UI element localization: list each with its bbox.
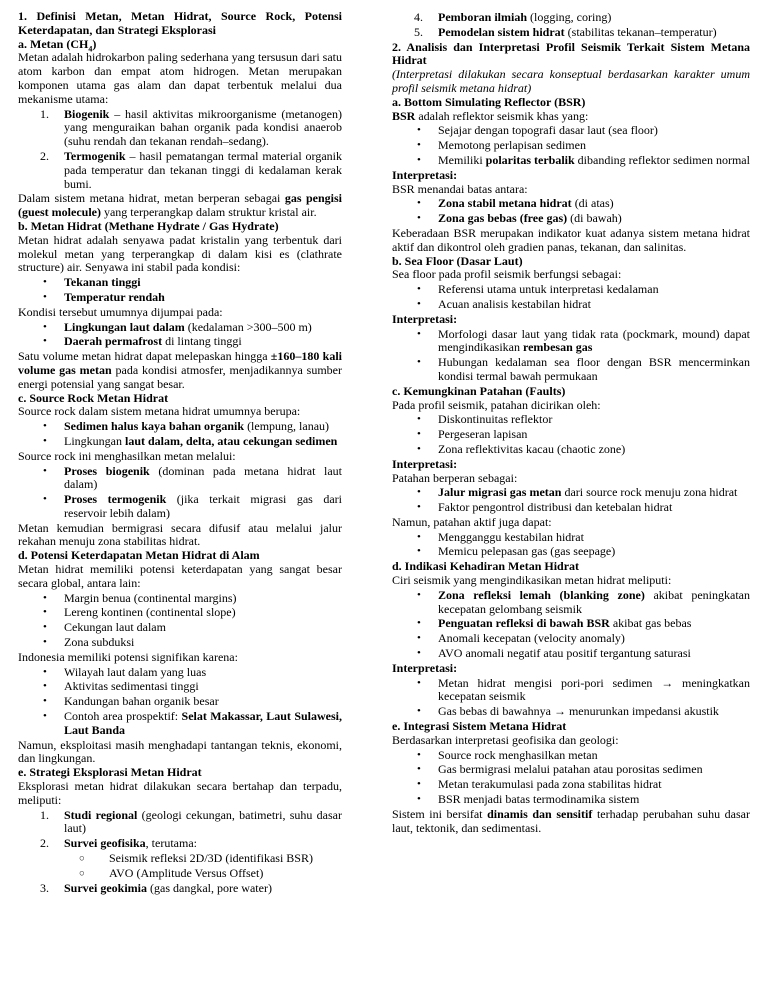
- text-run-group: Diskontinuitas reflektor: [438, 412, 553, 427]
- paragraph: [392, 516, 750, 530]
- list-marker: •: [43, 606, 47, 619]
- bullet-item: [392, 545, 750, 559]
- bullet-item: [18, 680, 342, 694]
- list-marker: 1.: [40, 807, 49, 822]
- paragraph: [18, 350, 342, 391]
- text-run-group: Seismik refleksi 2D/3D (identifikasi BSR): [109, 851, 313, 866]
- bullet-item: [392, 677, 750, 705]
- text-run-group: Contoh area prospektif: Selat Makassar, Laut Sulawesi, Laut Banda: [64, 709, 342, 737]
- numbered-item: [18, 108, 342, 149]
- text-run-group: Namun, patahan aktif juga dapat:: [392, 514, 552, 529]
- list-marker: •: [417, 428, 421, 441]
- paragraph: [18, 739, 342, 767]
- paragraph: [392, 268, 750, 282]
- text-run-group: Pemodelan sistem hidrat (stabilitas tekanan–temperatur): [438, 24, 717, 39]
- numbered-item: [18, 882, 342, 896]
- text-run-group: Penguatan refleksi di bawah BSR akibat gas bebas: [438, 616, 692, 631]
- text-run-group: d. Potensi Keterdapatan Metan Hidrat di Alam: [18, 548, 260, 563]
- bullet-item: [18, 335, 342, 349]
- text-run-group: Satu volume metan hidrat dapat melepaskan hingga ±160–180 kali volume gas metan pada kondisi atmosfer, menjadikannya sumber energi potensial yang sangat besar.: [18, 349, 342, 391]
- sub-bullet-item: [18, 852, 342, 866]
- text-run-group: Sea floor pada profil seismik berfungsi sebagai:: [392, 267, 622, 282]
- list-marker: •: [417, 530, 421, 543]
- paragraph: [392, 808, 750, 836]
- text-run-group: Wilayah laut dalam yang luas: [64, 664, 207, 679]
- text-run-group: Termogenik – hasil pematangan termal material organik pada temperatur dan tekanan tinggi di kedalaman kerak bumi.: [64, 148, 342, 191]
- paragraph: [392, 399, 750, 413]
- text-run-group: Sejajar dengan topografi dasar laut (sea floor): [438, 123, 658, 138]
- text-run-group: Zona reflektivitas kacau (chaotic zone): [438, 441, 626, 456]
- bullet-item: [392, 298, 750, 312]
- list-marker: •: [43, 695, 47, 708]
- text-run-group: AVO anomali negatif atau positif tergantung saturasi: [438, 646, 691, 661]
- numbered-item: [18, 809, 342, 837]
- text-run-group: Proses termogenik (jika terkait migrasi gas dari reservoir lebih dalam): [64, 492, 342, 520]
- list-marker: •: [417, 501, 421, 514]
- list-marker: •: [43, 710, 47, 723]
- sub-bullet-item: [18, 867, 342, 881]
- list-marker: ○: [79, 854, 85, 865]
- list-marker: •: [43, 636, 47, 649]
- list-marker: •: [417, 283, 421, 296]
- bullet-item: [392, 124, 750, 138]
- text-run-group: AVO (Amplitude Versus Offset): [109, 865, 264, 880]
- text-run-group: Berdasarkan interpretasi geofisika dan geologi:: [392, 732, 619, 747]
- text-run-group: Kandungan bahan organik besar: [64, 694, 219, 709]
- text-run-group: Aktivitas sedimentasi tinggi: [64, 679, 199, 694]
- section-heading: [392, 313, 750, 327]
- bullet-item: [392, 705, 750, 719]
- text-run-group: e. Integrasi Sistem Metana Hidrat: [392, 719, 567, 734]
- text-run-group: Referensi utama untuk interpretasi kedalaman: [438, 282, 659, 297]
- bullet-item: [392, 501, 750, 515]
- text-run-group: Pemboran ilmiah (logging, coring): [438, 10, 612, 24]
- list-marker: •: [417, 153, 421, 166]
- text-run-group: BSR menandai batas antara:: [392, 181, 528, 196]
- bullet-item: [392, 531, 750, 545]
- text-run-group: (Interpretasi dilakukan secara konseptual berdasarkan karakter umum profil seismik metana hidrat): [392, 67, 750, 95]
- section-heading: [18, 766, 342, 780]
- text-run-group: Hubungan kedalaman sea floor dengan BSR mencerminkan kondisi termal bawah permukaan: [438, 355, 750, 383]
- list-marker: •: [417, 676, 421, 689]
- text-run-group: b. Metan Hidrat (Methane Hydrate / Gas Hydrate): [18, 218, 279, 233]
- text-run-group: Patahan berperan sebagai:: [392, 470, 518, 485]
- list-marker: 5.: [414, 24, 423, 39]
- list-marker: •: [417, 632, 421, 645]
- text-run-group: Source rock dalam sistem metana hidrat umumnya berupa:: [18, 404, 301, 419]
- text-run-group: Indonesia memiliki potensi signifikan karena:: [18, 649, 238, 664]
- numbered-item: [18, 837, 342, 851]
- text-run-group: Ciri seismik yang mengindikasikan metan hidrat meliputi:: [392, 573, 672, 588]
- bullet-item: [18, 710, 342, 738]
- bullet-item: [18, 606, 342, 620]
- text-run-group: Pergeseran lapisan: [438, 427, 528, 442]
- bullet-item: [18, 465, 342, 493]
- paragraph: [392, 574, 750, 588]
- numbered-item: [392, 11, 750, 25]
- list-marker: •: [417, 588, 421, 601]
- bullet-item: [18, 291, 342, 305]
- column-left: [18, 10, 342, 986]
- section-heading: [392, 255, 750, 269]
- bullet-item: [392, 197, 750, 211]
- list-marker: ○: [79, 868, 85, 879]
- text-run-group: Interpretasi:: [392, 660, 458, 675]
- text-run-group: Gas bermigrasi melalui patahan atau porositas sedimen: [438, 762, 703, 777]
- bullet-item: [392, 589, 750, 617]
- text-run-group: Pada profil seismik, patahan dicirikan oleh:: [392, 397, 601, 412]
- bullet-item: [392, 749, 750, 763]
- numbered-item: [18, 150, 342, 191]
- text-run-group: Morfologi dasar laut yang tidak rata (pockmark, mound) dapat mengindikasikan rembesan gas: [438, 326, 750, 355]
- text-run-group: Eksplorasi metan hidrat dilakukan secara bertahap dan terpadu, meliputi:: [18, 779, 342, 807]
- text-run-group: Sistem ini bersifat dinamis dan sensitif terhadap perubahan suhu dasar laut, tektonik, dan sedimentasi.: [392, 806, 750, 835]
- bullet-item: [18, 621, 342, 635]
- bullet-item: [18, 493, 342, 521]
- bullet-item: [392, 139, 750, 153]
- text-run-group: Proses biogenik (dominan pada metana hidrat laut dalam): [64, 463, 343, 492]
- text-run-group: Zona refleksi lemah (blanking zone) akibat peningkatan kecepatan gelombang seismik: [438, 587, 750, 616]
- text-run-group: Zona gas bebas (free gas) (di bawah): [438, 211, 622, 226]
- bullet-item: [392, 356, 750, 384]
- text-run-group: Kondisi tersebut umumnya dijumpai pada:: [18, 304, 223, 319]
- list-marker: 2.: [40, 836, 49, 851]
- text-run-group: Cekungan laut dalam: [64, 620, 166, 635]
- text-run-group: Lingkungan laut dalam (kedalaman >300–500 m): [64, 319, 312, 334]
- bullet-item: [18, 321, 342, 335]
- section-heading: [392, 720, 750, 734]
- text-run-group: a. Bottom Simulating Reflector (BSR): [392, 94, 586, 109]
- list-marker: 4.: [414, 10, 423, 24]
- bullet-item: [392, 283, 750, 297]
- list-marker: •: [417, 297, 421, 310]
- list-marker: •: [417, 545, 421, 558]
- paragraph: [392, 68, 750, 96]
- list-marker: •: [417, 705, 421, 718]
- list-marker: •: [417, 356, 421, 369]
- text-run-group: Daerah permafrost di lintang tinggi: [64, 334, 242, 349]
- paragraph: [18, 405, 342, 419]
- section-heading: [18, 392, 342, 406]
- bullet-item: [18, 276, 342, 290]
- bullet-item: [392, 212, 750, 226]
- text-run-group: Tekanan tinggi: [64, 275, 141, 290]
- bullet-item: [392, 617, 750, 631]
- text-run-group: Temperatur rendah: [64, 289, 165, 304]
- list-marker: •: [417, 647, 421, 660]
- bullet-item: [18, 695, 342, 709]
- list-marker: •: [417, 617, 421, 630]
- list-marker: 1.: [40, 106, 49, 121]
- paragraph: [18, 563, 342, 591]
- text-run-group: Zona stabil metana hidrat (di atas): [438, 196, 614, 211]
- bullet-item: [392, 486, 750, 500]
- paragraph: [18, 651, 342, 665]
- bullet-item: [392, 443, 750, 457]
- text-run-group: Source rock menghasilkan metan: [438, 747, 598, 762]
- text-run-group: a. Metan $(CH_4)$: [18, 36, 97, 53]
- bullet-item: [392, 632, 750, 646]
- section-heading: [392, 385, 750, 399]
- text-run-group: Zona subduksi: [64, 635, 135, 650]
- section-heading: [18, 549, 342, 563]
- list-marker: •: [43, 420, 47, 433]
- bullet-item: [392, 778, 750, 792]
- text-run-group: Interpretasi:: [392, 311, 458, 326]
- list-marker: •: [43, 320, 47, 333]
- bullet-item: [392, 763, 750, 777]
- text-run-group: e. Strategi Eksplorasi Metan Hidrat: [18, 765, 202, 780]
- list-marker: •: [43, 290, 47, 303]
- text-run-group: Survei geokimia (gas dangkal, pore water): [64, 880, 272, 895]
- bullet-item: [18, 666, 342, 680]
- list-marker: •: [43, 621, 47, 634]
- bullet-item: [18, 435, 342, 449]
- list-marker: •: [417, 763, 421, 776]
- paragraph: [18, 192, 342, 220]
- list-marker: •: [43, 335, 47, 348]
- bullet-item: [392, 154, 750, 168]
- text-run-group: Mengganggu kestabilan hidrat: [438, 529, 584, 544]
- text-run-group: Anomali kecepatan (velocity anomaly): [438, 631, 625, 646]
- section-heading: [392, 662, 750, 676]
- text-run-group: Interpretasi:: [392, 456, 458, 471]
- text-run-group: Interpretasi:: [392, 167, 458, 182]
- text-run-group: Metan hidrat memiliki potensi keterdapatan yang sangat besar secara global, antara lain:: [18, 562, 342, 590]
- list-marker: •: [417, 413, 421, 426]
- paragraph: [392, 110, 750, 124]
- text-run-group: Lingkungan laut dalam, delta, atau cekungan sedimen: [64, 433, 338, 448]
- paragraph: [18, 306, 342, 320]
- text-run-group: 1. Definisi Metan, Metan Hidrat, Source Rock, Potensi Keterdapatan, dan Strategi Eksplorasi: [18, 9, 342, 37]
- section-heading: [18, 10, 342, 38]
- text-run-group: Memotong perlapisan sedimen: [438, 138, 586, 153]
- bullet-item: [392, 413, 750, 427]
- bullet-item: [392, 328, 750, 356]
- text-run-group: Namun, eksploitasi masih menghadapi tantangan teknis, ekonomi, dan lingkungan.: [18, 737, 342, 766]
- bullet-item: [392, 647, 750, 661]
- text-run-group: Acuan analisis kestabilan hidrat: [438, 296, 591, 311]
- list-marker: •: [417, 327, 421, 340]
- text-run-group: b. Sea Floor (Dasar Laut): [392, 253, 523, 268]
- text-run-group: BSR menjadi batas termodinamika sistem: [438, 792, 640, 807]
- list-marker: •: [417, 442, 421, 455]
- section-heading: [392, 560, 750, 574]
- text-run-group: Biogenik – hasil aktivitas mikroorganisme (metanogen) yang menguraikan bahan organik pada kondisi anaerob (suhu rendah dan tekanan rendah–sedang).: [64, 106, 342, 149]
- list-marker: •: [417, 124, 421, 137]
- list-marker: •: [417, 748, 421, 761]
- text-run-group: Jalur migrasi gas metan dari source rock menuju zona hidrat: [438, 485, 738, 500]
- text-run-group: 2. Analisis dan Interpretasi Profil Seismik Terkait Sistem Metana Hidrat: [392, 39, 750, 68]
- paragraph: [392, 227, 750, 255]
- list-marker: •: [43, 591, 47, 604]
- bullet-item: [18, 420, 342, 434]
- list-marker: •: [43, 493, 47, 506]
- text-run-group: c. Source Rock Metan Hidrat: [18, 390, 169, 405]
- paragraph: [18, 234, 342, 275]
- text-run-group: Source rock ini menghasilkan metan melalui:: [18, 448, 236, 463]
- text-run-group: Sedimen halus kaya bahan organik (lempung, lanau): [64, 419, 330, 434]
- list-marker: •: [417, 486, 421, 499]
- paragraph: [18, 780, 342, 808]
- paragraph: [18, 450, 342, 464]
- list-marker: •: [43, 665, 47, 678]
- section-heading: [18, 38, 342, 52]
- text-run-group: Keberadaan BSR merupakan indikator kuat adanya sistem metana hidrat aktif dan dikontrol oleh gradien panas, tekanan, dan salinitas.: [392, 225, 750, 254]
- list-marker: •: [43, 434, 47, 447]
- list-marker: •: [417, 212, 421, 225]
- bullet-item: [392, 793, 750, 807]
- list-marker: •: [417, 778, 421, 791]
- text-run-group: Memicu pelepasan gas (gas seepage): [438, 544, 616, 559]
- section-heading: [392, 458, 750, 472]
- numbered-item: [392, 26, 750, 40]
- text-run-group: Gas bebas di bawahnya → menurunkan impedansi akustik: [438, 704, 719, 719]
- text-run-group: Survei geofisika, terutama:: [64, 836, 197, 851]
- paragraph: [392, 183, 750, 197]
- section-heading: [392, 41, 750, 69]
- text-run-group: Faktor pengontrol distribusi dan ketebalan hidrat: [438, 500, 673, 515]
- text-run-group: c. Kemungkinan Patahan (Faults): [392, 383, 566, 398]
- list-marker: •: [417, 139, 421, 152]
- paragraph: [392, 472, 750, 486]
- list-marker: •: [43, 464, 47, 477]
- list-marker: •: [417, 793, 421, 806]
- text-run-group: Metan kemudian bermigrasi secara difusif atau melalui jalur rekahan menuju zona stabilitas hidrat.: [18, 520, 342, 549]
- list-marker: •: [417, 197, 421, 210]
- text-run-group: Metan adalah hidrokarbon paling sederhana yang tersusun dari satu atom karbon dan empat atom hidrogen. Metan merupakan komponen utama gas alam dan dapat terbentuk melalui dua mekanisme utama:: [18, 50, 342, 106]
- text-run-group: d. Indikasi Kehadiran Metan Hidrat: [392, 559, 580, 574]
- text-run-group: Memiliki polaritas terbalik dibanding reflektor sedimen normal: [438, 152, 750, 167]
- text-run-group: Metan hidrat mengisi pori-pori sedimen → meningkatkan kecepatan seismik: [438, 675, 750, 704]
- column-right: [392, 10, 750, 986]
- text-run-group: Metan terakumulasi pada zona stabilitas hidrat: [438, 777, 662, 792]
- bullet-item: [18, 636, 342, 650]
- text-run-group: Dalam sistem metana hidrat, metan berperan sebagai gas pengisi (guest molecule) yang terperangkap dalam struktur kristal air.: [18, 191, 342, 220]
- list-marker: 3.: [40, 880, 49, 895]
- paragraph: [392, 734, 750, 748]
- list-marker: •: [43, 680, 47, 693]
- list-marker: •: [43, 276, 47, 289]
- text-run-group: Studi regional (geologi cekungan, batimetri, suhu dasar laut): [64, 807, 342, 836]
- text-run-group: BSR adalah reflektor seismik khas yang:: [392, 108, 589, 123]
- bullet-item: [392, 428, 750, 442]
- text-run-group: Lereng kontinen (continental slope): [64, 605, 236, 620]
- paragraph: [18, 522, 342, 550]
- text-run-group: Margin benua (continental margins): [64, 590, 237, 605]
- text-run-group: Metan hidrat adalah senyawa padat kristalin yang terbentuk dari molekul metan yang terperangkap di dalam kisi es (clathrate structure) air. Senyawa ini stabil pada kondisi:: [18, 232, 342, 275]
- bullet-item: [18, 592, 342, 606]
- section-heading: [18, 220, 342, 234]
- section-heading: [392, 96, 750, 110]
- paragraph: [18, 51, 342, 106]
- section-heading: [392, 169, 750, 183]
- list-marker: 2.: [40, 148, 49, 163]
